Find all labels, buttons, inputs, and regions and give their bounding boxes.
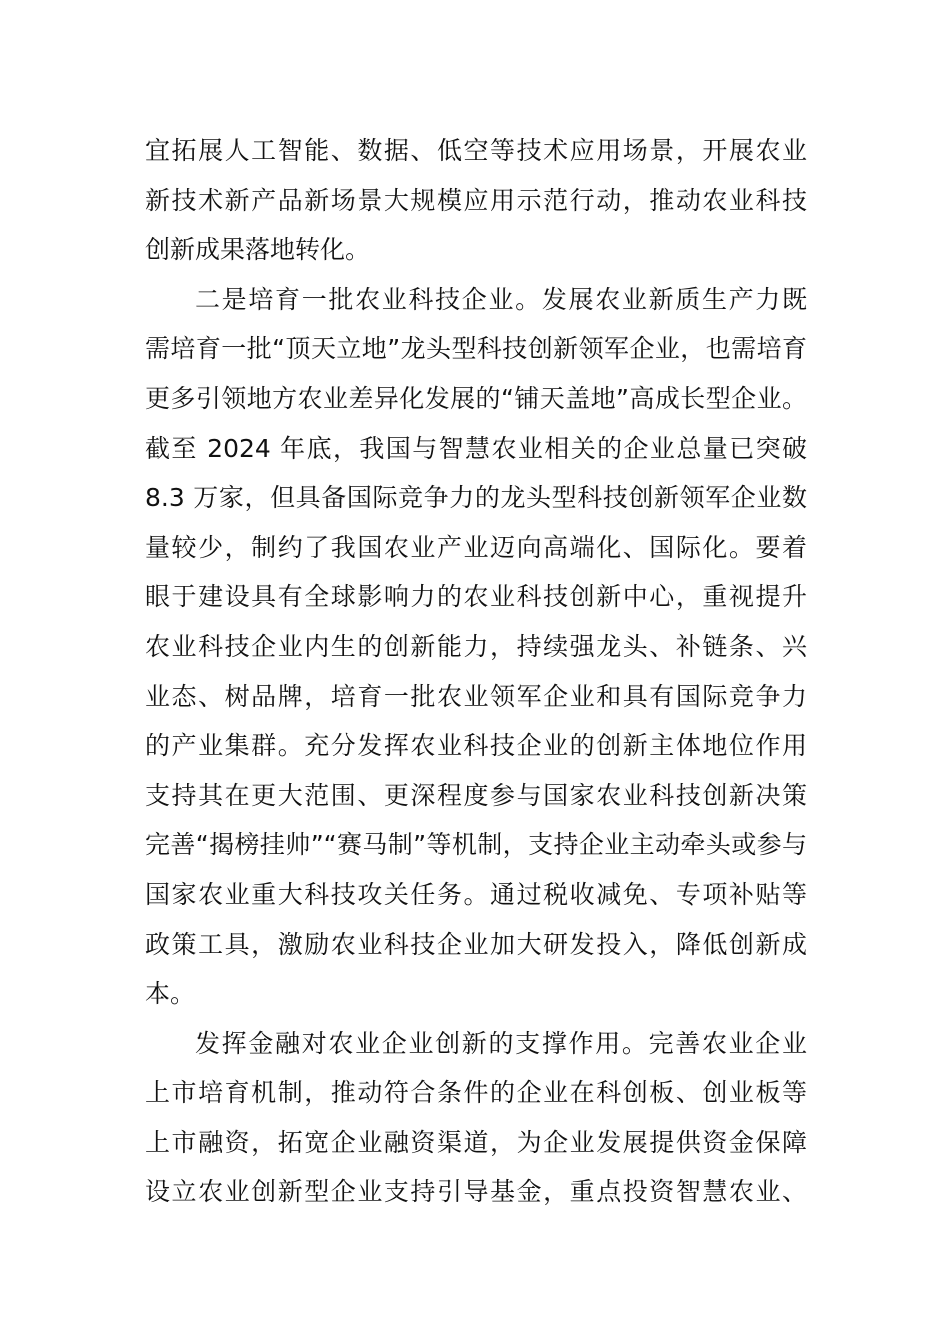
text-line: 创新成果落地转化。 <box>145 235 371 265</box>
text-line: 新技术新产品新场景大规模应用示范行动，推动农业科技 <box>145 185 807 215</box>
text-line: 支持其在更大范围、更深程度参与国家农业科技创新决策 <box>145 780 807 810</box>
text-line: 量较少，制约了我国农业产业迈向高端化、国际化。要着 <box>145 532 807 562</box>
text-line: 发挥金融对农业企业创新的支撑作用。完善农业企业 <box>195 1028 807 1058</box>
body-text <box>145 126 807 1217</box>
text-line: 宜拓展人工智能、数据、低空等技术应用场景，开展农业 <box>145 136 807 165</box>
paragraph-3 <box>145 1019 807 1217</box>
text-line: 上市培育机制，推动符合条件的企业在科创板、创业板等 <box>145 1078 807 1108</box>
text-line: 国家农业重大科技攻关任务。通过税收减免、专项补贴等 <box>145 879 807 909</box>
text-line: 更多引领地方农业差异化发展的“铺天盖地”高成长型企业。 <box>145 383 807 413</box>
text-line: 眼于建设具有全球影响力的农业科技创新中心，重视提升 <box>145 582 807 612</box>
text-line: 需培育一批“顶天立地”龙头型科技创新领军企业，也需培育 <box>145 334 807 364</box>
text-line: 二是培育一批农业科技企业。发展农业新质生产力既 <box>195 284 807 314</box>
text-line: 业态、树品牌，培育一批农业领军企业和具有国际竞争力 <box>145 681 807 711</box>
text-line: 截至 2024 年底，我国与智慧农业相关的企业总量已突破 <box>145 433 807 463</box>
text-line: 本。 <box>145 979 196 1009</box>
text-line: 的产业集群。充分发挥农业科技企业的创新主体地位作用 <box>145 731 807 761</box>
paragraph-2 <box>145 275 807 1019</box>
text-line: 政策工具，激励农业科技企业加大研发投入，降低创新成 <box>145 929 807 959</box>
text-line: 完善“揭榜挂帅”“赛马制”等机制，支持企业主动牵头或参与 <box>145 830 807 860</box>
text-line: 上市融资，拓宽企业融资渠道，为企业发展提供资金保障 <box>145 1127 807 1157</box>
text-line: 8.3 万家，但具备国际竞争力的龙头型科技创新领军企业数 <box>145 483 807 513</box>
text-line: 设立农业创新型企业支持引导基金，重点投资智慧农业、 <box>145 1177 807 1207</box>
text-line: 农业科技企业内生的创新能力，持续强龙头、补链条、兴 <box>145 631 807 661</box>
paragraph-1 <box>145 126 807 275</box>
